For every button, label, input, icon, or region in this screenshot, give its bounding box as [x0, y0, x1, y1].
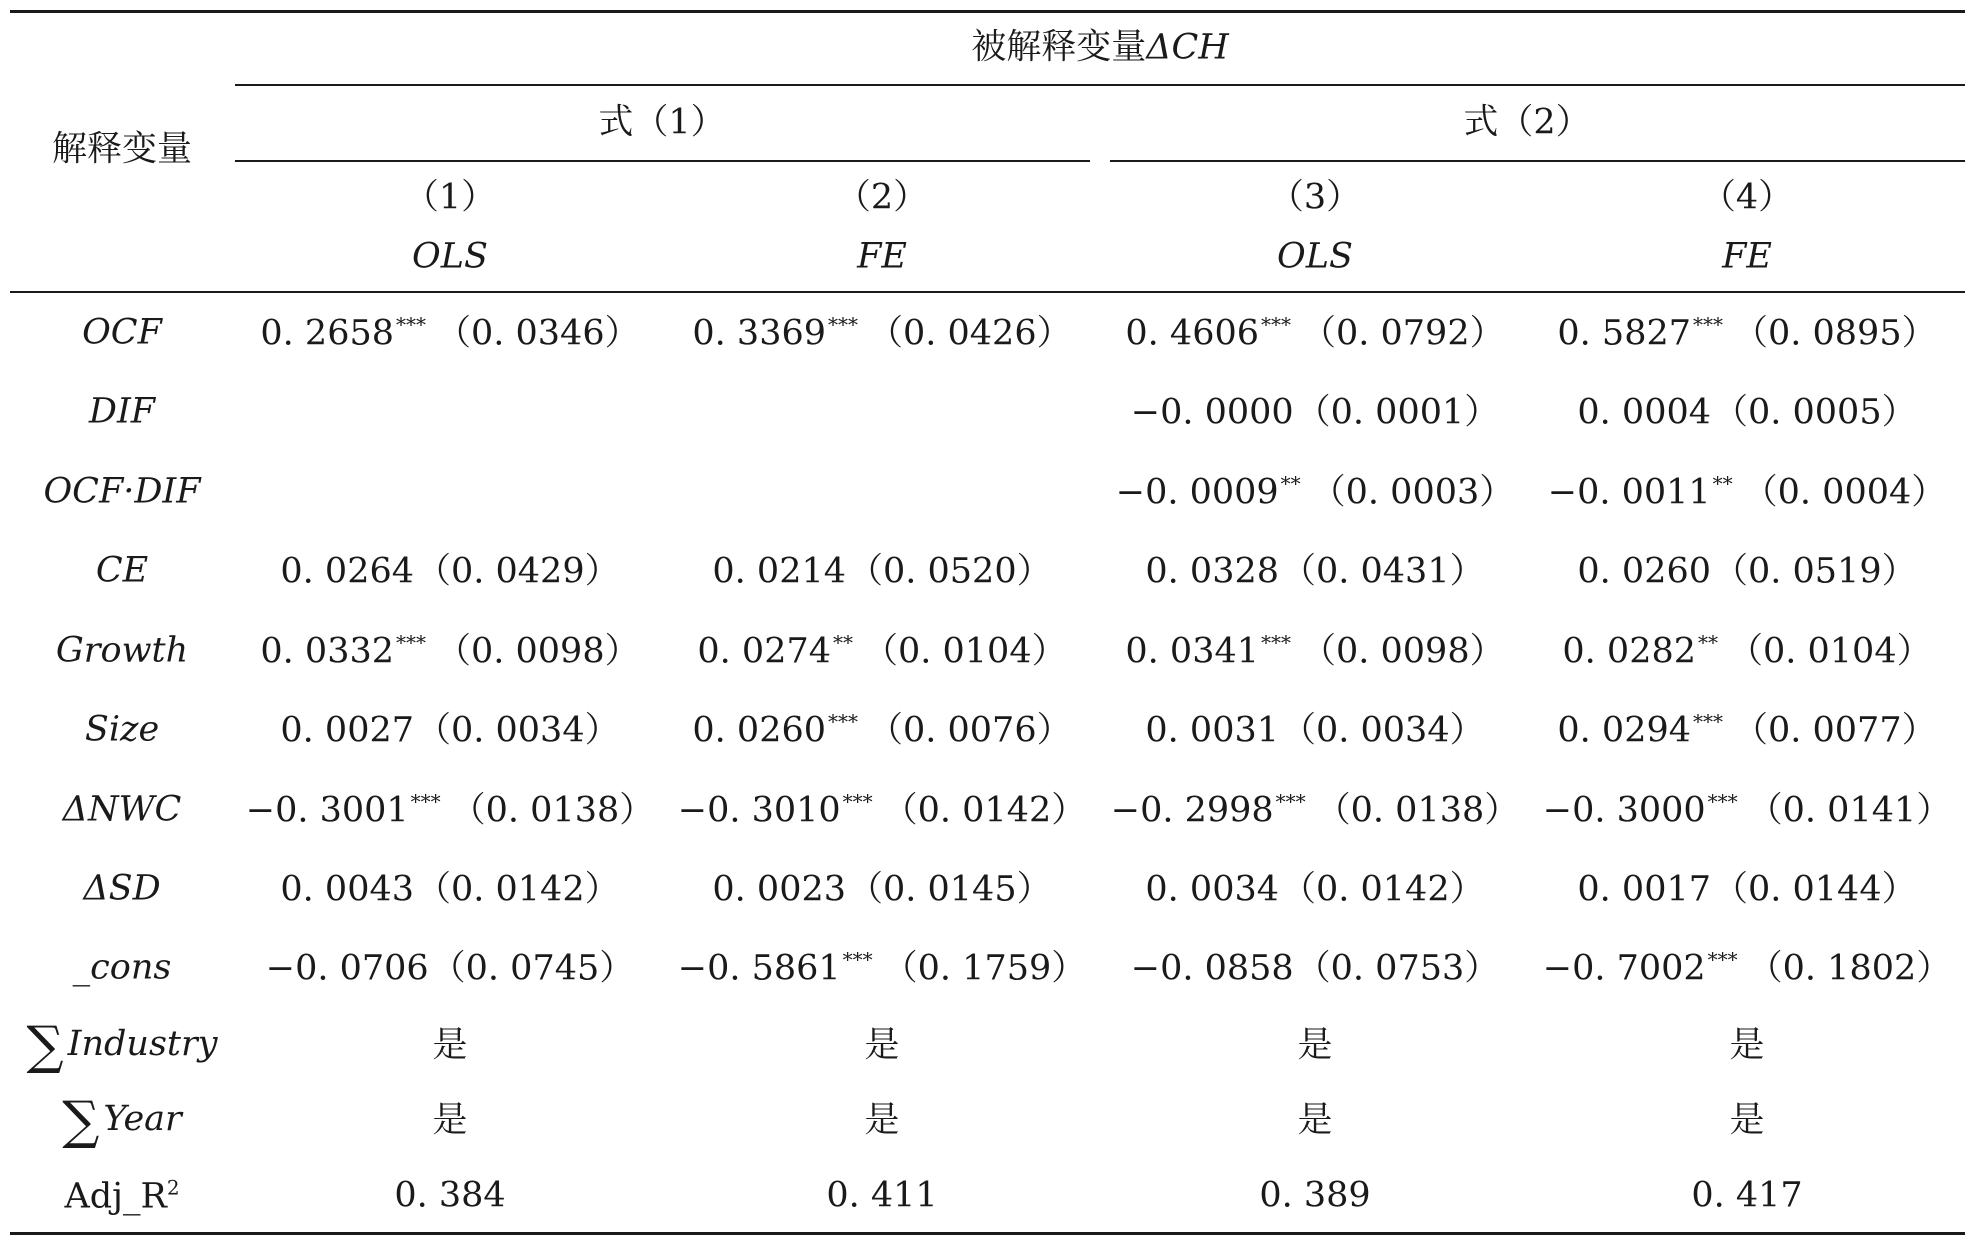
row-label: OCF [82, 312, 162, 353]
standard-error: （0. 0138） [450, 790, 655, 831]
standard-error: （0. 0142） [1281, 869, 1485, 910]
fixed-effect-value: 是 [1297, 1025, 1333, 1066]
table-cell [1145, 712, 1484, 749]
significance-stars: *** [396, 630, 426, 655]
row-label: Growth [55, 630, 189, 671]
table-cell [1562, 630, 1932, 672]
dependent-var-underline [235, 84, 1965, 86]
table-cell [712, 553, 1051, 590]
coefficient: −0. 2998 [1110, 790, 1274, 831]
coefficient: −0. 3010 [677, 790, 841, 831]
significance-stars: *** [1261, 312, 1291, 337]
standard-error: （0. 0003） [1310, 472, 1515, 513]
significance-stars: *** [1707, 947, 1738, 972]
significance-stars: *** [842, 789, 873, 814]
standard-error: （0. 0104） [1728, 631, 1932, 672]
fixed-effect-value: 是 [864, 1100, 900, 1141]
adj-r2-value: 0. 389 [1259, 1175, 1371, 1216]
table-cell [260, 630, 640, 672]
standard-error: （0. 0753） [1295, 948, 1500, 989]
table-cell [1125, 312, 1505, 354]
group2-underline [1110, 160, 1965, 162]
stub-header: 解释变量 [51, 129, 193, 170]
coefficient: 0. 0328 [1145, 551, 1279, 592]
fixed-effect-value: 是 [432, 1100, 468, 1141]
coefficient: −0. 0000 [1130, 392, 1294, 433]
row-label: OCF·DIF [43, 471, 201, 512]
standard-error: （0. 0138） [1315, 790, 1520, 831]
group1-header: 式（1） [598, 102, 726, 143]
standard-error: （0. 0144） [1713, 869, 1917, 910]
significance-stars: *** [842, 947, 873, 972]
table-cell [1110, 789, 1520, 831]
standard-error: （0. 0520） [848, 551, 1052, 592]
coefficient: 0. 0341 [1125, 631, 1259, 672]
standard-error: （0. 1759） [882, 948, 1087, 989]
significance-stars: *** [1275, 789, 1306, 814]
table-cell [692, 312, 1072, 354]
coefficient: 0. 0043 [280, 869, 414, 910]
top-rule [10, 10, 1965, 13]
coefficient: 0. 0294 [1557, 710, 1691, 751]
table-cell [280, 712, 619, 749]
significance-stars: ** [833, 630, 853, 655]
standard-error: （0. 0429） [416, 551, 620, 592]
column-method-4: FE [1722, 236, 1772, 277]
standard-error: （0. 0077） [1733, 710, 1937, 751]
coefficient: 0. 0282 [1562, 631, 1696, 672]
column-method-1: OLS [412, 236, 488, 277]
significance-stars: *** [1707, 789, 1738, 814]
table-cell [280, 553, 619, 590]
standard-error: （0. 0792） [1301, 313, 1505, 354]
coefficient: 0. 2658 [260, 313, 394, 354]
coefficient: 0. 3369 [692, 313, 826, 354]
fixed-effect-value: 是 [864, 1025, 900, 1066]
row-label: Size [84, 709, 160, 750]
standard-error: （0. 0104） [863, 631, 1067, 672]
column-number-4: （4） [1700, 177, 1794, 218]
standard-error: （0. 0142） [882, 790, 1087, 831]
fixed-effect-value: 是 [1729, 1100, 1765, 1141]
fixed-effect-value: 是 [432, 1025, 468, 1066]
fixed-effect-value: 是 [1729, 1025, 1765, 1066]
adj-r2-value: 0. 417 [1691, 1175, 1803, 1216]
standard-error: （0. 0076） [868, 710, 1072, 751]
table-cell [280, 871, 619, 908]
standard-error: （0. 0141） [1747, 790, 1952, 831]
adj-r2-label [64, 1175, 180, 1217]
standard-error: （0. 0005） [1713, 392, 1917, 433]
table-cell [881, 394, 883, 431]
standard-error: （0. 0145） [848, 869, 1052, 910]
sigma-icon: ∑ [62, 1091, 100, 1151]
significance-stars: *** [410, 789, 441, 814]
table-cell [692, 709, 1072, 751]
row-label: ΔNWC [62, 789, 182, 830]
row-label: ΔSD [83, 868, 161, 909]
standard-error: （0. 0142） [416, 869, 620, 910]
coefficient: −0. 0706 [265, 948, 429, 989]
coefficient: 0. 0031 [1145, 710, 1279, 751]
standard-error: （0. 0098） [1301, 631, 1505, 672]
standard-error: （0. 1802） [1747, 948, 1952, 989]
significance-stars: *** [1693, 312, 1723, 337]
table-cell [1577, 871, 1916, 908]
table-cell [1145, 871, 1484, 908]
column-number-2: （2） [835, 177, 929, 218]
coefficient: −0. 3001 [245, 790, 409, 831]
table-cell [260, 312, 640, 354]
dependent-prefix: 被解释变量 [971, 27, 1147, 68]
significance-stars: *** [828, 709, 858, 734]
standard-error: （0. 0346） [436, 313, 640, 354]
table-cell [1131, 950, 1500, 987]
standard-error: （0. 0098） [436, 631, 640, 672]
coefficient: 0. 0034 [1145, 869, 1279, 910]
table-cell [449, 394, 451, 431]
coefficient: 0. 0260 [692, 710, 826, 751]
coefficient: −0. 5861 [677, 948, 841, 989]
standard-error: （0. 0034） [416, 710, 620, 751]
bottom-rule [10, 1232, 1965, 1235]
table-cell [1547, 471, 1947, 513]
standard-error: （0. 0895） [1733, 313, 1937, 354]
significance-stars: ** [1698, 630, 1718, 655]
coefficient: −0. 0858 [1130, 948, 1294, 989]
coefficient: 0. 5827 [1557, 313, 1691, 354]
dependent-var-header [971, 27, 1229, 68]
fixed-effect-label [26, 1016, 218, 1076]
coefficient: 0. 0023 [712, 869, 846, 910]
significance-stars: *** [1261, 630, 1291, 655]
coefficient: 0. 0214 [712, 551, 846, 592]
column-number-1: （1） [403, 177, 497, 218]
adj-r2-text: Adj_R [64, 1176, 167, 1217]
coefficient: −0. 3000 [1542, 790, 1706, 831]
coefficient: −0. 7002 [1542, 948, 1706, 989]
fixed-effect-name: Year [103, 1099, 182, 1139]
table-cell [1577, 394, 1916, 431]
standard-error: （0. 0745） [430, 948, 635, 989]
coefficient: 0. 0260 [1577, 551, 1711, 592]
significance-stars: ** [1712, 471, 1733, 496]
table-cell [1557, 312, 1937, 354]
standard-error: （0. 0034） [1281, 710, 1485, 751]
table-cell [1131, 394, 1500, 431]
coefficient: −0. 0011 [1547, 472, 1711, 513]
coefficient: 0. 4606 [1125, 313, 1259, 354]
significance-stars: *** [828, 312, 858, 337]
column-method-2: FE [857, 236, 907, 277]
table-cell [677, 947, 1087, 989]
table-cell [1542, 789, 1952, 831]
significance-stars: *** [1693, 709, 1723, 734]
table-cell [1577, 553, 1916, 590]
standard-error: （0. 0519） [1713, 551, 1917, 592]
table-cell [697, 630, 1067, 672]
table-cell [449, 474, 451, 511]
coefficient: 0. 0017 [1577, 869, 1711, 910]
fixed-effect-label [62, 1091, 182, 1151]
table-cell [245, 789, 655, 831]
coefficient: −0. 0009 [1115, 472, 1279, 513]
table-cell [1125, 630, 1505, 672]
significance-stars: *** [396, 312, 426, 337]
adj-r2-value: 0. 411 [826, 1175, 938, 1216]
dependent-var: ΔCH [1146, 27, 1229, 68]
fixed-effect-value: 是 [1297, 1100, 1333, 1141]
column-method-3: OLS [1277, 236, 1353, 277]
table-cell [712, 871, 1051, 908]
header-rule [10, 291, 1965, 293]
standard-error: （0. 0431） [1281, 551, 1485, 592]
coefficient: 0. 0264 [280, 551, 414, 592]
significance-stars: ** [1280, 471, 1301, 496]
sigma-icon: ∑ [26, 1016, 64, 1076]
standard-error: （0. 0001） [1295, 392, 1500, 433]
table-cell [1145, 553, 1484, 590]
adj-r2-superscript: 2 [166, 1175, 180, 1200]
row-label: CE [95, 550, 149, 591]
row-label: _cons [72, 947, 172, 988]
standard-error: （0. 0426） [868, 313, 1072, 354]
fixed-effect-name: Industry [67, 1024, 218, 1064]
table-cell [1115, 471, 1515, 513]
table-cell [266, 950, 635, 987]
coefficient: 0. 0027 [280, 710, 414, 751]
group2-header: 式（2） [1463, 102, 1591, 143]
coefficient: 0. 0004 [1577, 392, 1711, 433]
coefficient: 0. 0332 [260, 631, 394, 672]
column-number-3: （3） [1268, 177, 1362, 218]
table-cell [1542, 947, 1952, 989]
adj-r2-value: 0. 384 [394, 1175, 506, 1216]
table-cell [1557, 709, 1937, 751]
standard-error: （0. 0004） [1742, 472, 1947, 513]
row-label: DIF [88, 391, 156, 432]
coefficient: 0. 0274 [697, 631, 831, 672]
table-cell [881, 474, 883, 511]
group1-underline [235, 160, 1090, 162]
table-cell [677, 789, 1087, 831]
